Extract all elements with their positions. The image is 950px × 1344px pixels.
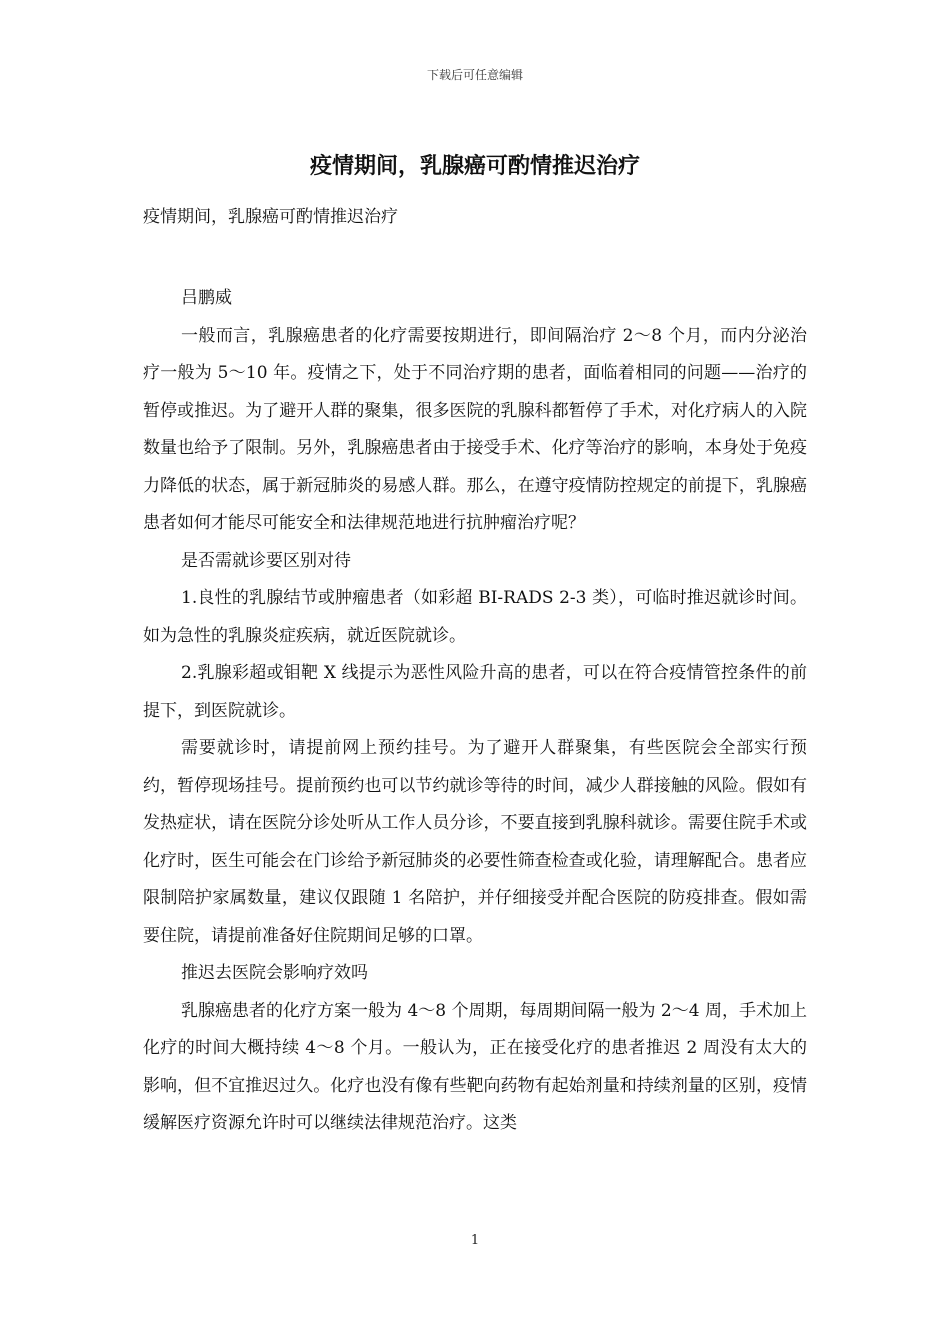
paragraph: 乳腺癌患者的化疗方案一般为 4～8 个周期，每周期间隔一般为 2～4 周，手术加上化疗的时间大概持续 4～8 个月。一般认为，正在接受化疗的患者推迟 2 周没有太大的影响，但不宜推迟过久。化疗也没有像有些靶向药物有起始剂量和持续剂量的区别，疫情缓解医疗资源允许时可以继续法律规范治疗。这类 [143, 1000, 807, 1133]
paragraph: 一般而言，乳腺癌患者的化疗需要按期进行，即间隔治疗 2～8 个月，而内分泌治疗一般为 5～10 年。疫情之下，处于不同治疗期的患者，面临着相同的问题——治疗的暂停或推迟。为了避开人群的聚集，很多医院的乳腺科都暂停了手术，对化疗病人的入院数量也给予了限制。另外，乳腺癌患者由于接受手术、化疗等治疗的影响，本身处于免疫力降低的状态，属于新冠肺炎的易感人群。那么，在遵守疫情防控规定的前提下，乳腺癌患者如何才能尽可能安全和法律规范地进行抗肿瘤治疗呢？ [143, 325, 807, 533]
page-number: 1 [470, 1233, 480, 1248]
paragraph: 2.乳腺彩超或钼靶 X 线提示为恶性风险升高的患者，可以在符合疫情管控条件的前提下，到医院就诊。 [143, 663, 807, 721]
author-line: 吕鹏威 [181, 288, 232, 308]
document-body [143, 150, 807, 1143]
spacer [143, 234, 807, 280]
paragraph: 需要就诊时，请提前网上预约挂号。为了避开人群聚集，有些医院会全部实行预约，暂停现场挂号。提前预约也可以节约就诊等待的时间，减少人群接触的风险。假如有发热症状，请在医院分诊处听从工作人员分诊，不要直接到乳腺科就诊。需要住院手术或化疗时，医生可能会在门诊给予新冠肺炎的必要性筛查检查或化验，请理解配合。患者应限制陪护家属数量，建议仅跟随 1 名陪护，并仔细接受并配合医院的防疫排查。假如需要住院，请提前准备好住院期间足够的口罩。 [143, 738, 807, 946]
document-title: 疫情期间，乳腺癌可酌情推迟治疗 [309, 154, 640, 179]
section-heading: 推迟去医院会影响疗效吗 [181, 963, 368, 983]
document-subtitle: 疫情期间，乳腺癌可酌情推迟治疗 [143, 207, 398, 227]
section-heading: 是否需就诊要区别对待 [181, 550, 351, 571]
paragraph: 1.良性的乳腺结节或肿瘤患者（如彩超 BI-RADS 2-3 类），可临时推迟就诊时间。如为急性的乳腺炎症疾病，就近医院就诊。 [143, 588, 807, 646]
page-header: 下载后可任意编辑 [426, 68, 523, 82]
